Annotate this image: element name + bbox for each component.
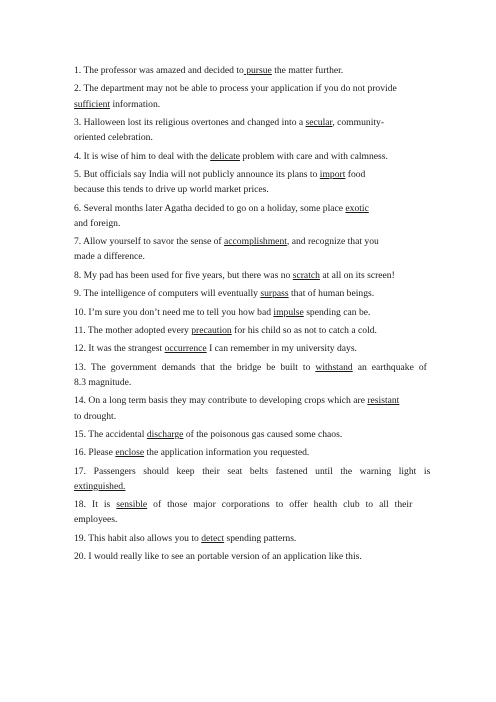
sentence-number: 5.: [74, 168, 82, 180]
sentence-text: But officials say India will not publicly announce its plans to: [83, 168, 320, 180]
sentence-6: [74, 201, 424, 231]
target-word: surpass: [260, 288, 289, 300]
sentence-text: food: [345, 168, 366, 180]
sentence-text: The professor was amazed and decided to: [83, 65, 244, 76]
sentence-number: 7.: [74, 236, 82, 248]
sentence-text: It is wise of him to deal with the: [83, 150, 211, 162]
sentence-text: This habit also allows you to: [88, 532, 202, 544]
sentence-text: an earthquake of: [352, 361, 427, 373]
target-word: import: [319, 168, 346, 180]
sentence-text: 8.3 magnitude.: [74, 376, 132, 388]
target-word: occurrence: [164, 343, 207, 355]
sentence-number: 3.: [74, 116, 82, 128]
target-word: pursue: [243, 65, 272, 76]
target-word: scratch: [292, 269, 320, 281]
sentence-text: I would really like to see an portable version of an application like this.: [88, 551, 362, 563]
sentence-text: On a long term basis they may contribute to developing crops which are: [88, 395, 368, 407]
sentence-number: 12.: [74, 343, 86, 355]
sentence-text: Halloween lost its religious overtones and changed into a: [83, 116, 306, 128]
sentence-text: at all on its screen!: [319, 269, 395, 281]
sentence-text: information.: [110, 98, 161, 110]
sentence-text: The intelligence of computers will eventually: [83, 288, 261, 300]
sentence-4: [74, 149, 424, 164]
sentence-number: 1.: [74, 65, 82, 76]
sentence-number: 8.: [74, 269, 82, 281]
sentence-text: oriented celebration.: [74, 132, 153, 144]
sentence-text: Please: [88, 447, 116, 459]
sentence-text: the application information you requested.: [144, 447, 310, 459]
sentence-19: [74, 531, 424, 546]
sentence-list: [74, 63, 431, 568]
sentence-number: 20.: [74, 551, 86, 563]
sentence-number: 13.: [74, 361, 86, 373]
target-word: impulse: [273, 306, 304, 318]
target-word: detect: [201, 532, 225, 544]
sentence-15: [74, 427, 424, 442]
sentence-14: [74, 393, 424, 423]
sentence-text: The department may not be able to process your application if you do not provide: [83, 83, 397, 95]
sentence-text: the matter further.: [271, 65, 344, 76]
target-word: delicate: [210, 150, 241, 162]
target-word: withstand: [315, 361, 353, 373]
sentence-text: Several months later Agatha decided to go on a holiday, some place: [83, 202, 346, 214]
target-word: exotic: [345, 202, 369, 214]
sentence-number: 2.: [74, 83, 82, 95]
sentence-text: made a difference.: [74, 251, 145, 263]
sentence-text: The mother adopted every: [87, 324, 192, 336]
sentence-text: It is: [92, 499, 117, 511]
sentence-text: to drought.: [74, 410, 117, 422]
sentence-17: [74, 464, 431, 494]
sentence-text: , and recognize that you: [286, 236, 379, 248]
sentence-18: [74, 497, 424, 527]
sentence-3: [74, 115, 424, 145]
sentence-number: 14.: [74, 395, 86, 407]
sentence-number: 19.: [74, 532, 86, 544]
target-word: discharge: [146, 428, 184, 440]
sentence-number: 6.: [74, 202, 82, 214]
sentence-20: [74, 549, 424, 564]
target-word: secular: [305, 116, 333, 128]
sentence-text: My pad has been used for five years, but there was no: [83, 269, 293, 281]
sentence-1: [74, 63, 424, 78]
sentence-text: for his child so as not to catch a cold.: [231, 324, 377, 336]
sentence-text: spending can be.: [303, 306, 371, 318]
target-word: sufficient: [74, 98, 111, 110]
target-word: sensible: [116, 499, 148, 511]
sentence-8: [74, 268, 424, 283]
sentence-number: 16.: [74, 447, 86, 459]
sentence-text: , community-: [332, 116, 385, 128]
sentence-text: that of human beings.: [288, 288, 375, 300]
sentence-number: 17.: [74, 465, 86, 477]
target-word: resistant: [367, 395, 400, 407]
sentence-number: 11.: [74, 324, 86, 336]
sentence-16: [74, 445, 424, 460]
target-word: precaution: [191, 324, 232, 336]
sentence-text: problem with care and with calmness.: [240, 150, 388, 162]
sentence-text: The government demands that the bridge be built to: [90, 361, 316, 373]
sentence-number: 18.: [74, 499, 86, 511]
sentence-number: 4.: [74, 150, 82, 162]
sentence-text: I’m sure you don’t need me to tell you how bad: [88, 306, 274, 318]
sentence-number: 10.: [74, 306, 86, 318]
sentence-9: [74, 286, 424, 301]
sentence-number: 15.: [74, 428, 86, 440]
target-word: extinguished.: [74, 480, 126, 492]
sentence-number: 9.: [74, 288, 82, 300]
sentence-text: spending patterns.: [224, 532, 297, 544]
sentence-text: of the poisonous gas caused some chaos.: [183, 428, 343, 440]
sentence-text: and foreign.: [74, 217, 121, 229]
sentence-13: [74, 360, 427, 390]
sentence-text: Passengers should keep their seat belts fastened until the warning light is: [93, 465, 431, 477]
sentence-text: The accidental: [88, 428, 147, 440]
sentence-text: of those major corporations to offer health club to all their: [147, 499, 413, 511]
sentence-5: [74, 167, 424, 197]
sentence-12: [74, 341, 424, 356]
target-word: accomplishment: [224, 236, 287, 248]
sentence-11: [74, 323, 424, 338]
sentence-text: because this tends to drive up world market prices.: [74, 184, 269, 196]
sentence-10: [74, 305, 424, 320]
sentence-7: [74, 234, 424, 264]
sentence-text: It was the strangest: [88, 343, 165, 355]
target-word: enclose: [115, 447, 145, 459]
sentence-text: I can remember in my university days.: [206, 343, 357, 355]
sentence-2: [74, 81, 424, 111]
sentence-text: Allow yourself to savor the sense of: [83, 236, 225, 248]
sentence-text: employees.: [74, 514, 118, 526]
